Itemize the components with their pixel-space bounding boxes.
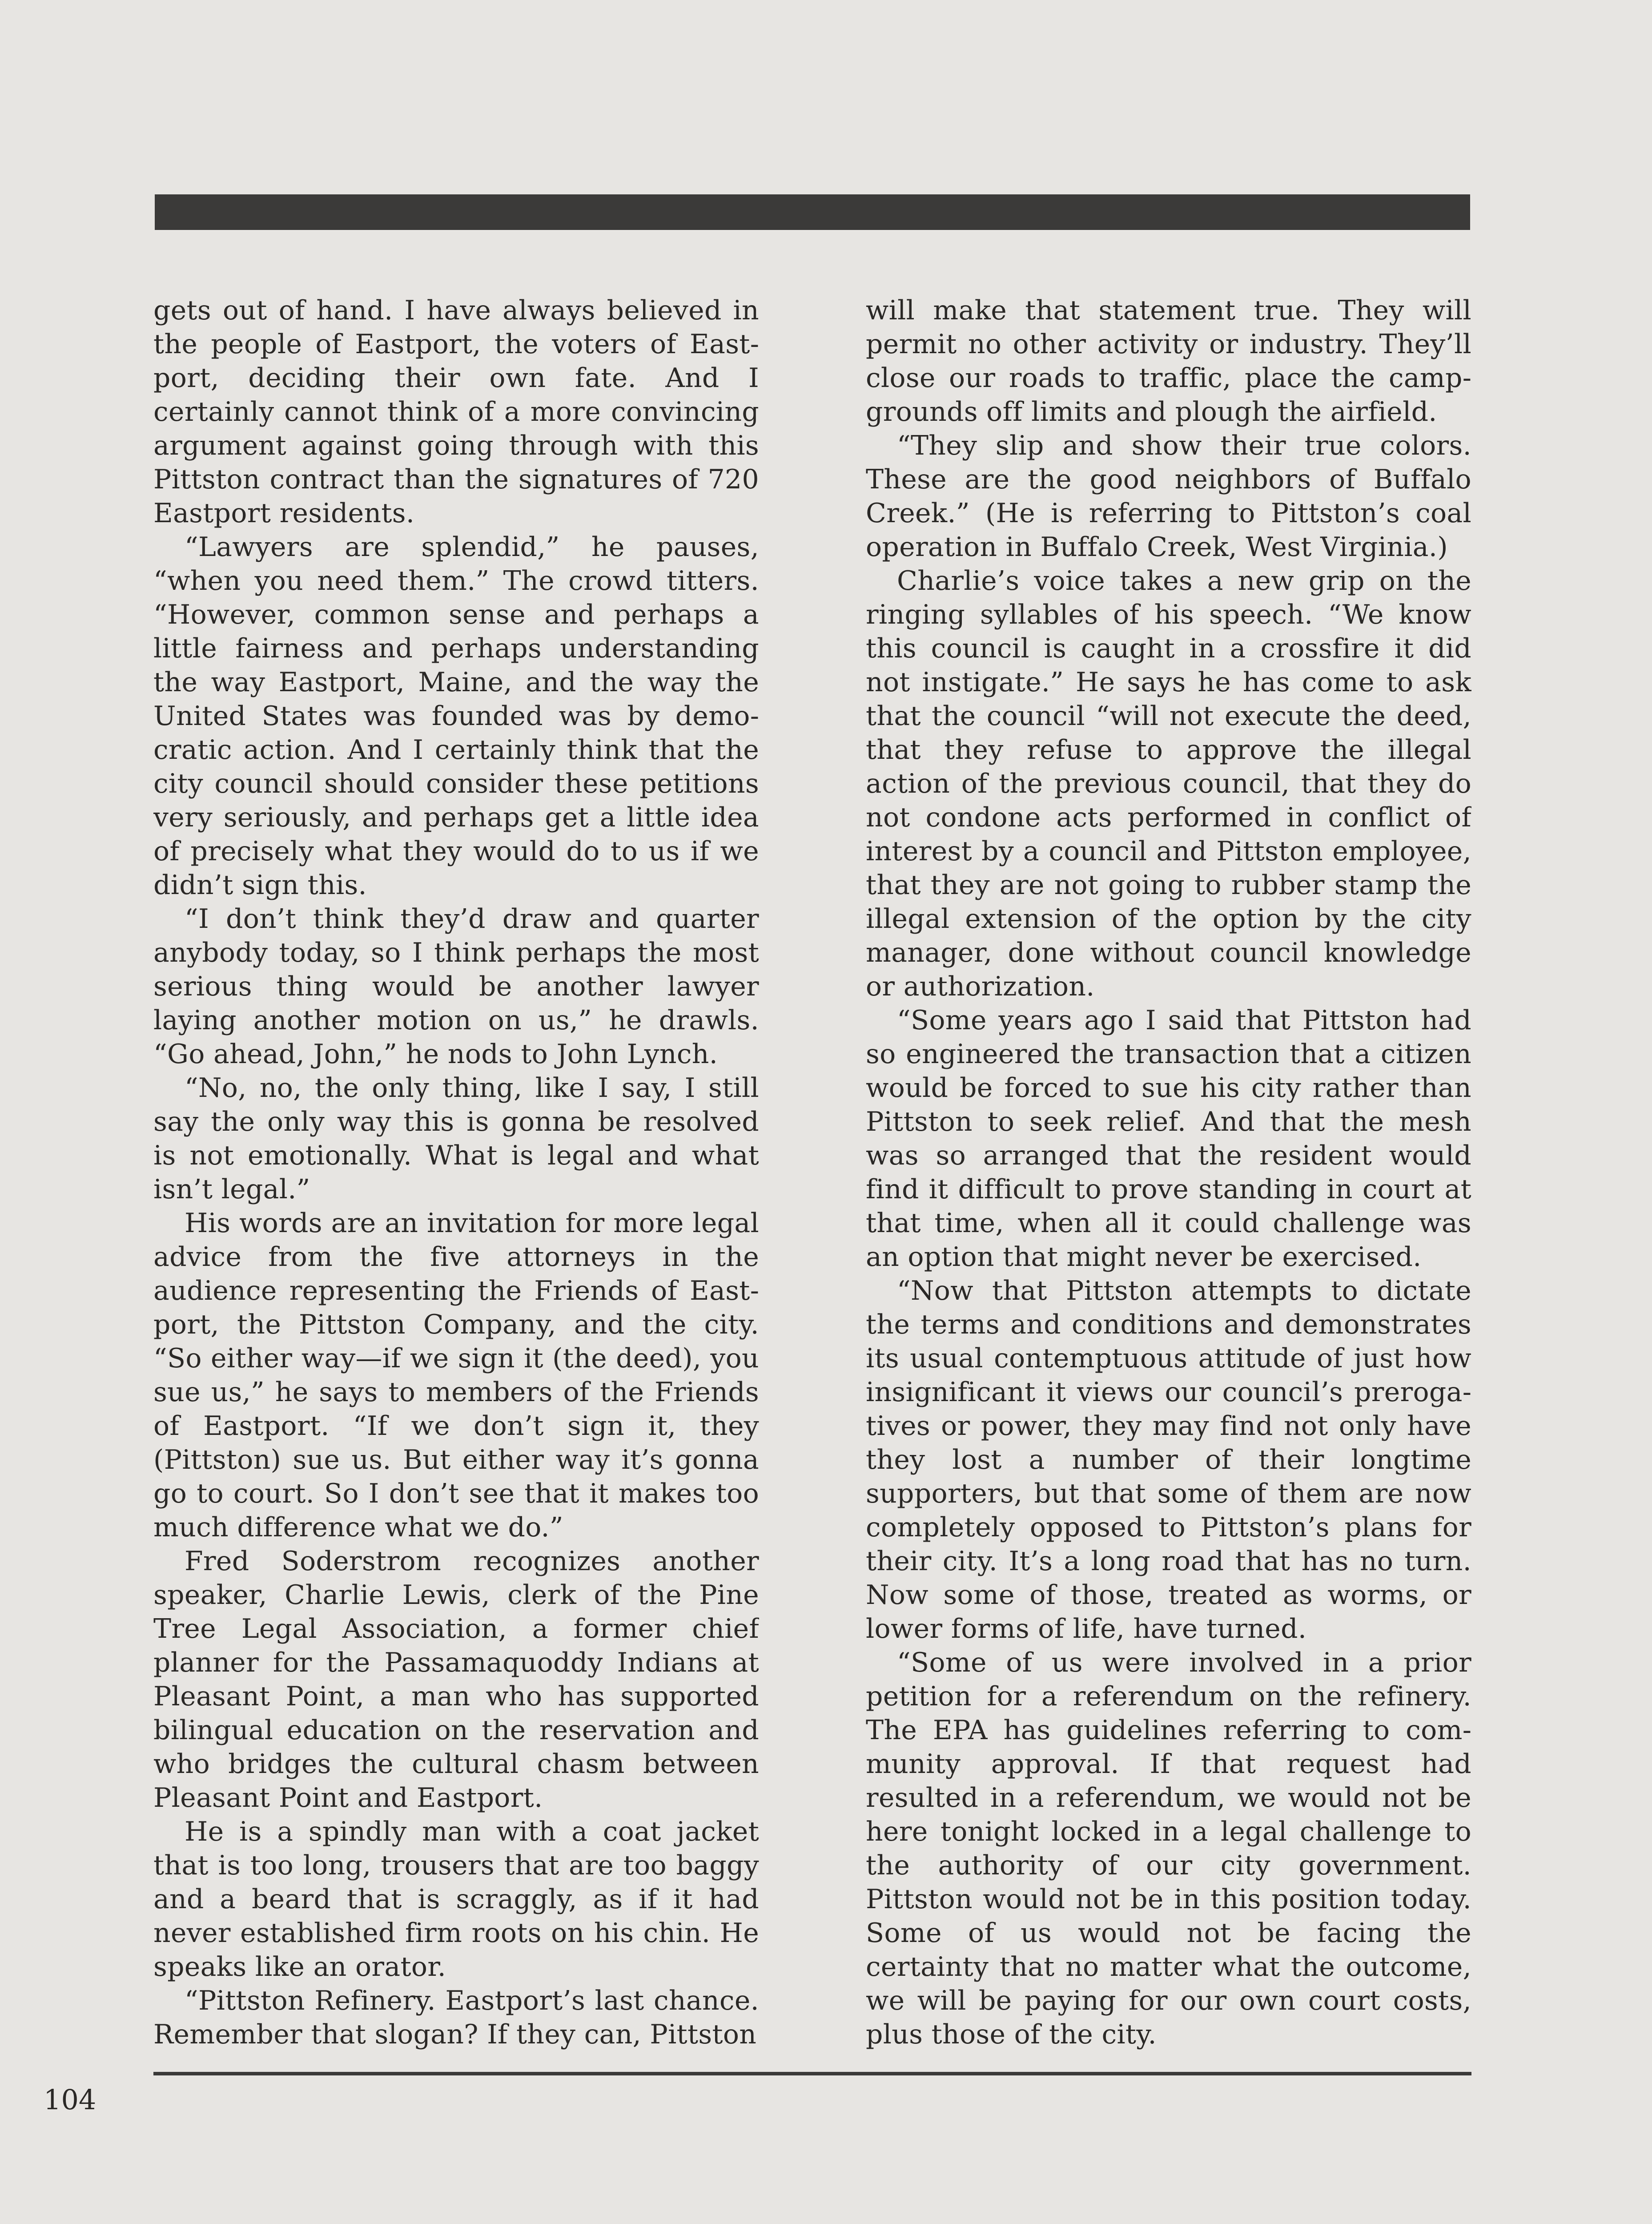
paragraph: gets out of hand. I have always believed in the people of Eastport, the voters of Eastport, deciding their own fate. And I certainly cannot think of a more convincing argument against going through with this Pittston contract than the signatures of 720 Eastport residents. (153, 295, 759, 529)
paragraph: “Pittston Refinery. Eastport’s last chance. Remember that slogan? If they can, Pittston (153, 1985, 759, 2050)
footer-rule (153, 2072, 1471, 2075)
paragraph: “No, no, the only thing, like I say, I still say the only way this is gonna be resolved is not emotionally. What is legal and what isn’t legal.” (153, 1072, 759, 1205)
text-column-left (153, 294, 759, 2064)
paragraph: “Some of us were involved in a prior petition for a referendum on the refinery. The EPA has guidelines referring to community approval. If that request had resulted in a referendum, we would not be here tonight locked in a legal challenge to the authority of our city government. Pittston would not be in this position today. Some of us would not be facing the certainty that no matter what the outcome, we will be paying for our own court costs, plus those of the city. (866, 1647, 1471, 2050)
page-number: 104 (44, 2083, 96, 2116)
paragraph: will make that statement true. They will permit no other activity or industry. They’ll close our roads to traffic, place the campgrounds off limits and plough the airfield. (866, 295, 1471, 427)
paragraph: Fred Soderstrom recognizes another speaker, Charlie Lewis, clerk of the Pine Tree Legal Association, a former chief planner for the Passamaquoddy Indians at Pleasant Point, a man who has supported bilingual education on the reservation and who bridges the cultural chasm between Pleasant Point and Eastport. (153, 1546, 759, 1813)
paragraph: “I don’t think they’d draw and quarter anybody today, so I think perhaps the most serious thing would be another lawyer laying another motion on us,” he drawls. “Go ahead, John,” he nods to John Lynch. (153, 903, 759, 1070)
paragraph: “Some years ago I said that Pittston had so engineered the transaction that a citizen would be forced to sue his city rather than Pittston to seek relief. And that the mesh was so arranged that the resident would find it difficult to prove standing in court at that time, when all it could challenge was an option that might never be exercised. (866, 1005, 1471, 1273)
text-column-right (866, 294, 1471, 2064)
paragraph: His words are an invitation for more legal advice from the five attorneys in the audience representing the Friends of Eastport, the Pittston Company, and the city. “So either way—if we sign it (the deed), you sue us,” he says to members of the Friends of Eastport. “If we don’t sign it, they (Pittston) sue us. But either way it’s gonna go to court. So I don’t see that it makes too much difference what we do.” (153, 1208, 759, 1543)
paragraph: He is a spindly man with a coat jacket that is too long, trousers that are too baggy and a beard that is scraggly, as if it had never established firm roots on his chin. He speaks like an orator. (153, 1816, 759, 1982)
paragraph: “They slip and show their true colors. These are the good neighbors of Buffalo Creek.” (He is referring to Pittston’s coal operation in Buffalo Creek, West Virginia.) (866, 430, 1471, 563)
paragraph: “Lawyers are splendid,” he pauses, “when you need them.” The crowd titters. “However, common sense and perhaps a little fairness and perhaps understanding the way Eastport, Maine, and the way the United States was founded was by democratic action. And I certainly think that the city council should consider these petitions very seriously, and perhaps get a little idea of precisely what they would do to us if we didn’t sign this. (153, 532, 759, 901)
header-bar (155, 194, 1470, 230)
paragraph: Charlie’s voice takes a new grip on the ringing syllables of his speech. “We know this council is caught in a crossfire it did not instigate.” He says he has come to ask that the council “will not execute the deed, that they refuse to approve the illegal action of the previous council, that they do not condone acts performed in conflict of interest by a council and Pittston employee, that they are not going to rubber stamp the illegal extension of the option by the city manager, done without council knowledge or authorization. (866, 565, 1471, 1002)
paragraph: “Now that Pittston attempts to dictate the terms and conditions and demonstrates its usual contemptuous attitude of just how insignificant it views our council’s prerogatives or power, they may find not only have they lost a number of their longtime supporters, but that some of them are now completely opposed to Pittston’s plans for their city. It’s a long road that has no turn. Now some of those, treated as worms, or lower forms of life, have turned. (866, 1275, 1471, 1644)
